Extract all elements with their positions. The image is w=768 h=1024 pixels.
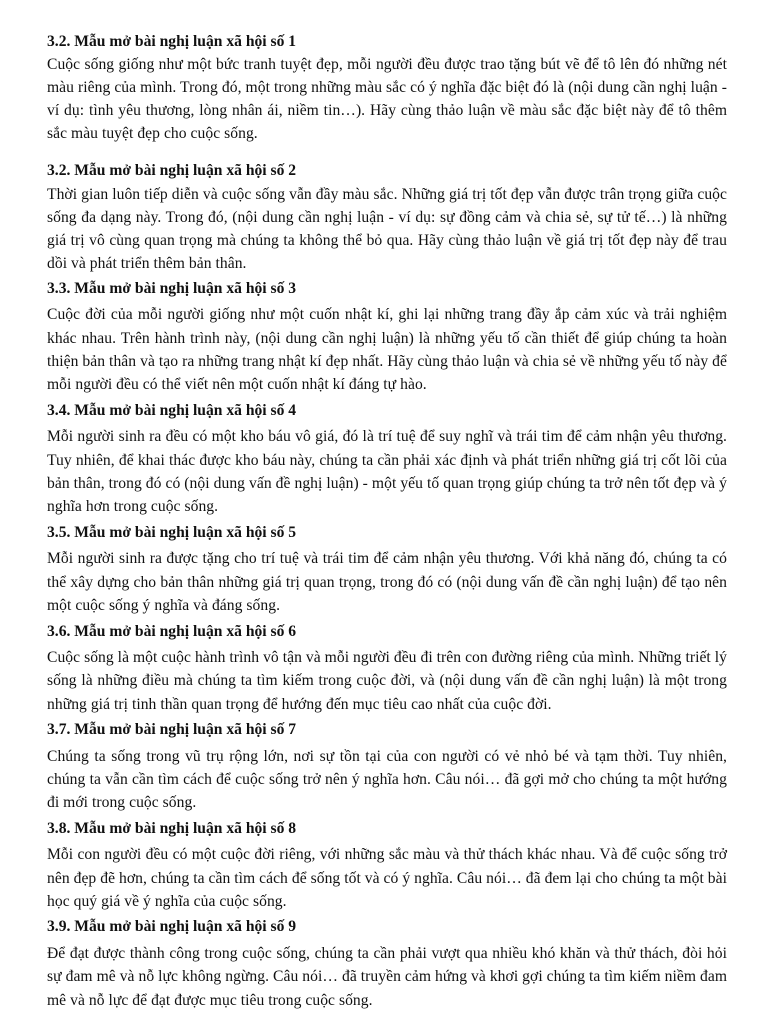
section-heading: 3.3. Mẫu mở bài nghị luận xã hội số 3	[47, 279, 297, 297]
section-paragraph: Mỗi người sinh ra đều có một kho báu vô giá, đó là trí tuệ để suy nghĩ và trái tim để cảm nhận yêu thương. Tuy nhiên, để khai thác được kho báu này, chúng ta cần phải xác định và phát triển những giá trị cốt lõi của bản thân, trong đó có (nội dung vấn đề nghị luận) - một yếu tố quan trọng giúp chúng ta trở nên tốt đẹp và ý nghĩa hơn trong cuộc sống.	[47, 428, 727, 516]
section-heading: 3.5. Mẫu mở bài nghị luận xã hội số 5	[47, 523, 297, 541]
section-5	[47, 521, 727, 618]
section-7	[47, 718, 727, 815]
section-paragraph: Mỗi người sinh ra được tặng cho trí tuệ và trái tim để cảm nhận yêu thương. Với khả năng đó, chúng ta có thể xây dựng cho bản thân những giá trị quan trọng, trong đó có (nội dung vấn đề cần nghị luận) để tạo nên một cuộc sống ý nghĩa và đáng sống.	[47, 550, 727, 615]
section-paragraph: Cuộc đời của mỗi người giống như một cuốn nhật kí, ghi lại những trang đầy ắp cảm xúc và trải nghiệm khác nhau. Trên hành trình này, (nội dung cần nghị luận) là những yếu tố cần thiết để giúp chúng ta hoàn thiện bản thân và tạo ra những trang nhật kí đẹp nhất. Hãy cùng thảo luận và chia sẻ về những yếu tố này để mỗi người đều có thể viết nên một cuốn nhật kí đáng tự hào.	[47, 306, 727, 394]
section-paragraph: Chúng ta sống trong vũ trụ rộng lớn, nơi sự tồn tại của con người có vẻ nhỏ bé và tạm thời. Tuy nhiên, chúng ta vẫn cần tìm cách để cuộc sống trở nên ý nghĩa hơn. Câu nói… đã gợi mở cho chúng ta một hướng đi mới trong cuộc sống.	[47, 747, 727, 812]
section-heading: 3.8. Mẫu mở bài nghị luận xã hội số 8	[47, 819, 297, 837]
section-heading: 3.9. Mẫu mở bài nghị luận xã hội số 9	[47, 918, 297, 936]
section-4	[47, 399, 727, 519]
section-8	[47, 817, 727, 914]
section-3	[47, 277, 727, 397]
section-heading: 3.7. Mẫu mở bài nghị luận xã hội số 7	[47, 721, 297, 739]
section-heading: 3.2. Mẫu mở bài nghị luận xã hội số 1	[47, 33, 297, 50]
document-page	[47, 30, 727, 1012]
section-heading: 3.6. Mẫu mở bài nghị luận xã hội số 6	[47, 622, 297, 640]
section-paragraph: Cuộc sống là một cuộc hành trình vô tận và mỗi người đều đi trên con đường riêng của mình. Những triết lý sống là những điều mà chúng ta tìm kiếm trong cuộc đời, và (nội dung vấn đề cần nghị luận) là một trong những giá trị tinh thần quan trọng để hướng đến mục tiêu cao nhất của cuộc đời.	[47, 648, 727, 713]
section-6	[47, 620, 727, 717]
section-heading: 3.4. Mẫu mở bài nghị luận xã hội số 4	[47, 401, 297, 419]
section-paragraph: Để đạt được thành công trong cuộc sống, chúng ta cần phải vượt qua nhiều khó khăn và thử thách, đòi hỏi sự đam mê và nỗ lực không ngừng. Câu nói… đã truyền cảm hứng và khơi gợi chúng ta tìm kiếm niềm đam mê và nỗ lực để đạt được mục tiêu trong cuộc sống.	[47, 944, 727, 1009]
section-heading: 3.2. Mẫu mở bài nghị luận xã hội số 2	[47, 162, 297, 180]
section-paragraph: Mỗi con người đều có một cuộc đời riêng, với những sắc màu và thử thách khác nhau. Và để cuộc sống trở nên đẹp đẽ hơn, chúng ta cần tìm cách để sống tốt và có ý nghĩa. Câu nói… đã đem lại cho chúng ta một bài học quý giá về ý nghĩa của cuộc sống.	[47, 846, 727, 910]
section-9	[47, 915, 727, 1012]
section-1	[47, 30, 727, 145]
section-2	[47, 159, 727, 274]
section-paragraph: Thời gian luôn tiếp diễn và cuộc sống vẫn đầy màu sắc. Những giá trị tốt đẹp vẫn được trân trọng giữa cuộc sống đa dạng này. Trong đó, (nội dung cần nghị luận - ví dụ: sự đồng cảm và chia sẻ, sự tử tế…) là những giá trị vô cùng quan trọng mà chúng ta không thể bỏ qua. Hãy cùng thảo luận về giá trị tốt đẹp này để trau dồi và phát triển thêm bản thân.	[47, 185, 727, 272]
section-paragraph: Cuộc sống giống như một bức tranh tuyệt đẹp, mỗi người đều được trao tặng bút vẽ để tô lên đó những nét màu riêng của mình. Trong đó, một trong những màu sắc có ý nghĩa đặc biệt đó là (nội dung cần nghị luận - ví dụ: tình yêu thương, lòng nhân ái, niềm tin…). Hãy cùng thảo luận về màu sắc đặc biệt này để tô thêm sắc màu tuyệt đẹp cho cuộc sống.	[47, 56, 727, 143]
